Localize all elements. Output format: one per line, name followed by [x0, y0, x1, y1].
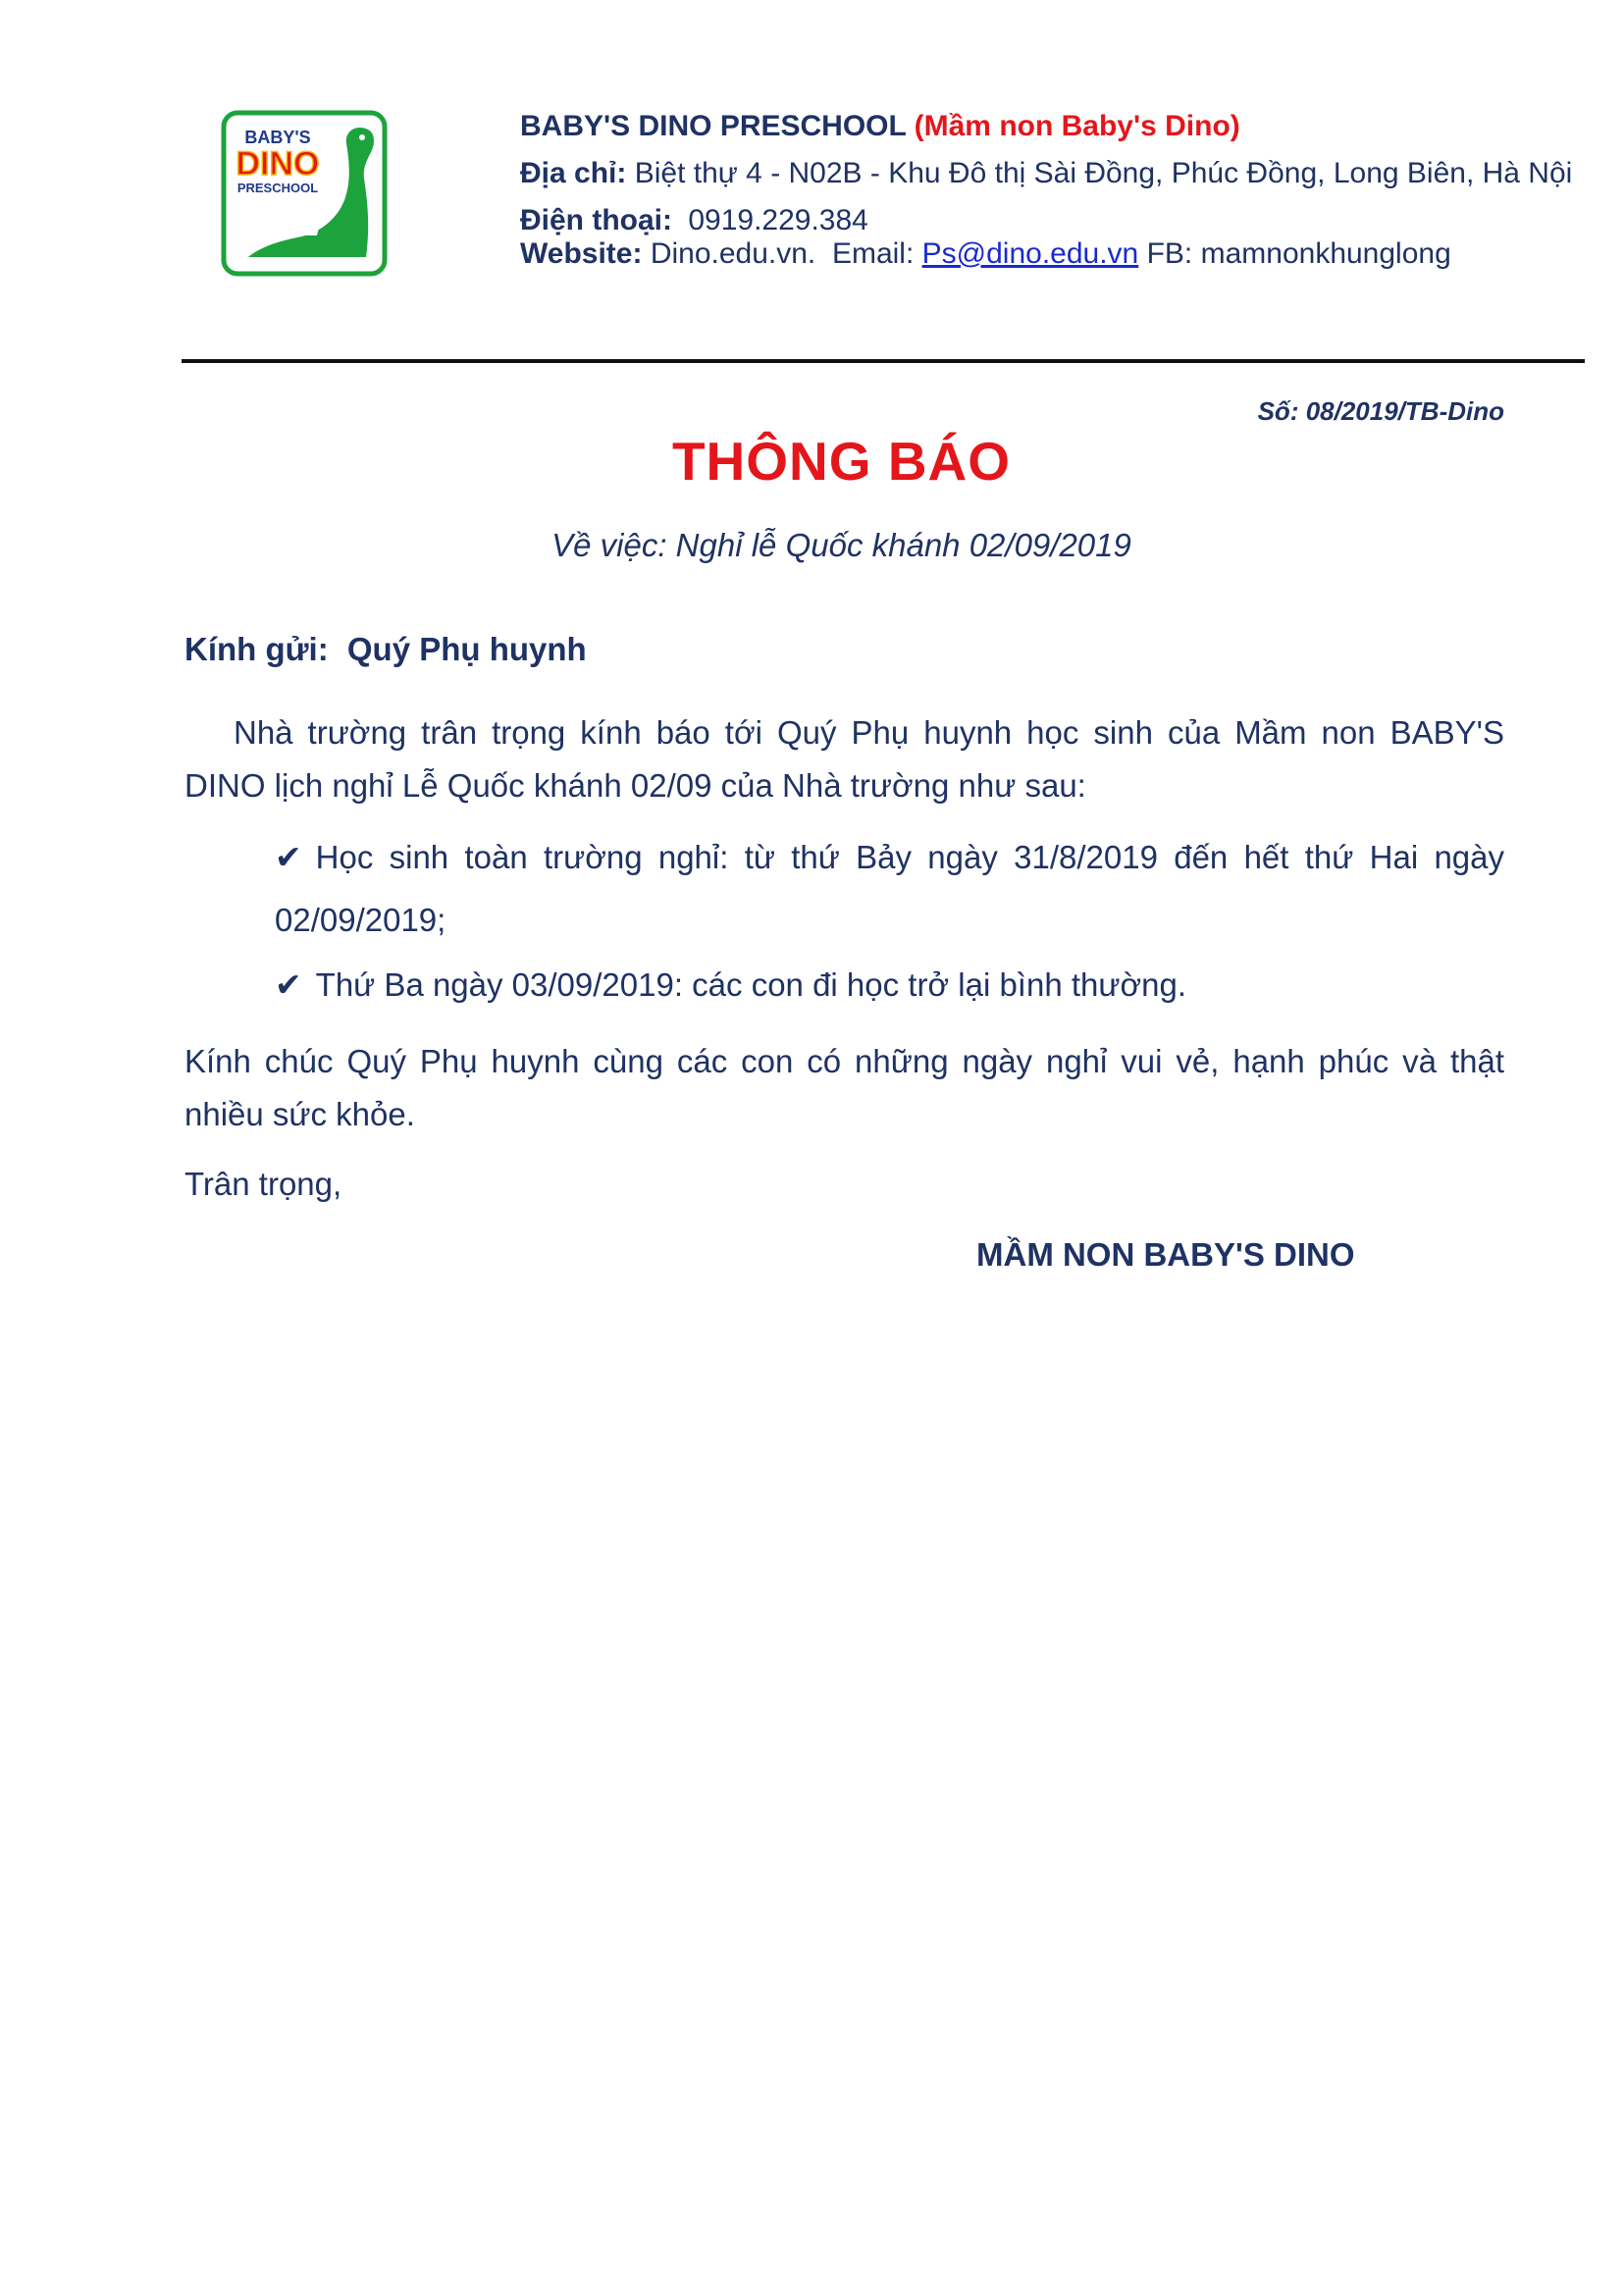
intro-paragraph: Nhà trường trân trọng kính báo tới Quý Phụ huynh học sinh của Mầm non BABY'S DINO lịch nghỉ Lễ Quốc khánh 02/09 của Nhà trường như sau: — [184, 714, 1504, 804]
address-value: Biệt thự 4 - N02B - Khu Đô thị Sài Đồng, Phúc Đồng, Long Biên, Hà Nội — [634, 157, 1573, 189]
phone-line — [520, 204, 868, 237]
contact-line — [520, 237, 1451, 271]
document-subject: Về việc: Nghỉ lễ Quốc khánh 02/09/2019 — [551, 527, 1131, 563]
school-logo — [221, 110, 388, 277]
list-item — [275, 826, 1504, 952]
school-name-line — [520, 110, 1240, 143]
website-value: Dino.edu.vn. — [650, 237, 816, 270]
address-label: Địa chỉ: — [520, 157, 627, 189]
list-item-text: Học sinh toàn trường nghỉ: từ thứ Bảy ngày 31/8/2019 đến hết thứ Hai ngày 02/09/2019; — [275, 839, 1504, 938]
wishes-paragraph: Kính chúc Quý Phụ huynh cùng các con có những ngày nghỉ vui vẻ, hạnh phúc và thật nhiều sức khỏe. — [184, 1043, 1504, 1132]
schedule-list — [275, 826, 1504, 1017]
email-link[interactable]: Ps@dino.edu.vn — [921, 237, 1139, 270]
salutation-label: Kính gửi: — [184, 631, 329, 667]
logo-tagline: Let The Children Imagine — [248, 261, 360, 272]
signature: MẦM NON BABY'S DINO — [976, 1236, 1355, 1273]
address-line — [520, 157, 1572, 190]
check-icon: ✔ — [275, 966, 302, 1003]
salutation-value: Quý Phụ huynh — [346, 631, 587, 667]
list-item — [275, 954, 1504, 1017]
check-icon: ✔ — [275, 839, 302, 875]
logo-line3: PRESCHOOL — [236, 181, 319, 195]
website-label: Website: — [520, 237, 643, 270]
header-divider — [182, 359, 1585, 363]
logo-line2: DINO — [236, 145, 320, 183]
phone-label: Điện thoại: — [520, 204, 672, 236]
email-label: Email: — [831, 237, 915, 270]
document-title: THÔNG BÁO — [671, 431, 1012, 492]
logo-line1: BABY'S — [244, 128, 311, 147]
list-item-text: Thứ Ba ngày 03/09/2019: các con đi học trở lại bình thường. — [315, 966, 1186, 1003]
school-name-vi: (Mầm non Baby's Dino) — [914, 110, 1240, 142]
salutation — [184, 631, 1504, 668]
school-name: BABY'S DINO PRESCHOOL — [520, 110, 907, 142]
phone-value: 0919.229.384 — [688, 204, 868, 236]
fb-label: FB: — [1146, 237, 1193, 270]
fb-value: mamnonkhunglong — [1200, 237, 1451, 270]
document-number: Số: 08/2019/TB-Dino — [1257, 396, 1504, 426]
closing-line: Trân trọng, — [184, 1166, 342, 1202]
